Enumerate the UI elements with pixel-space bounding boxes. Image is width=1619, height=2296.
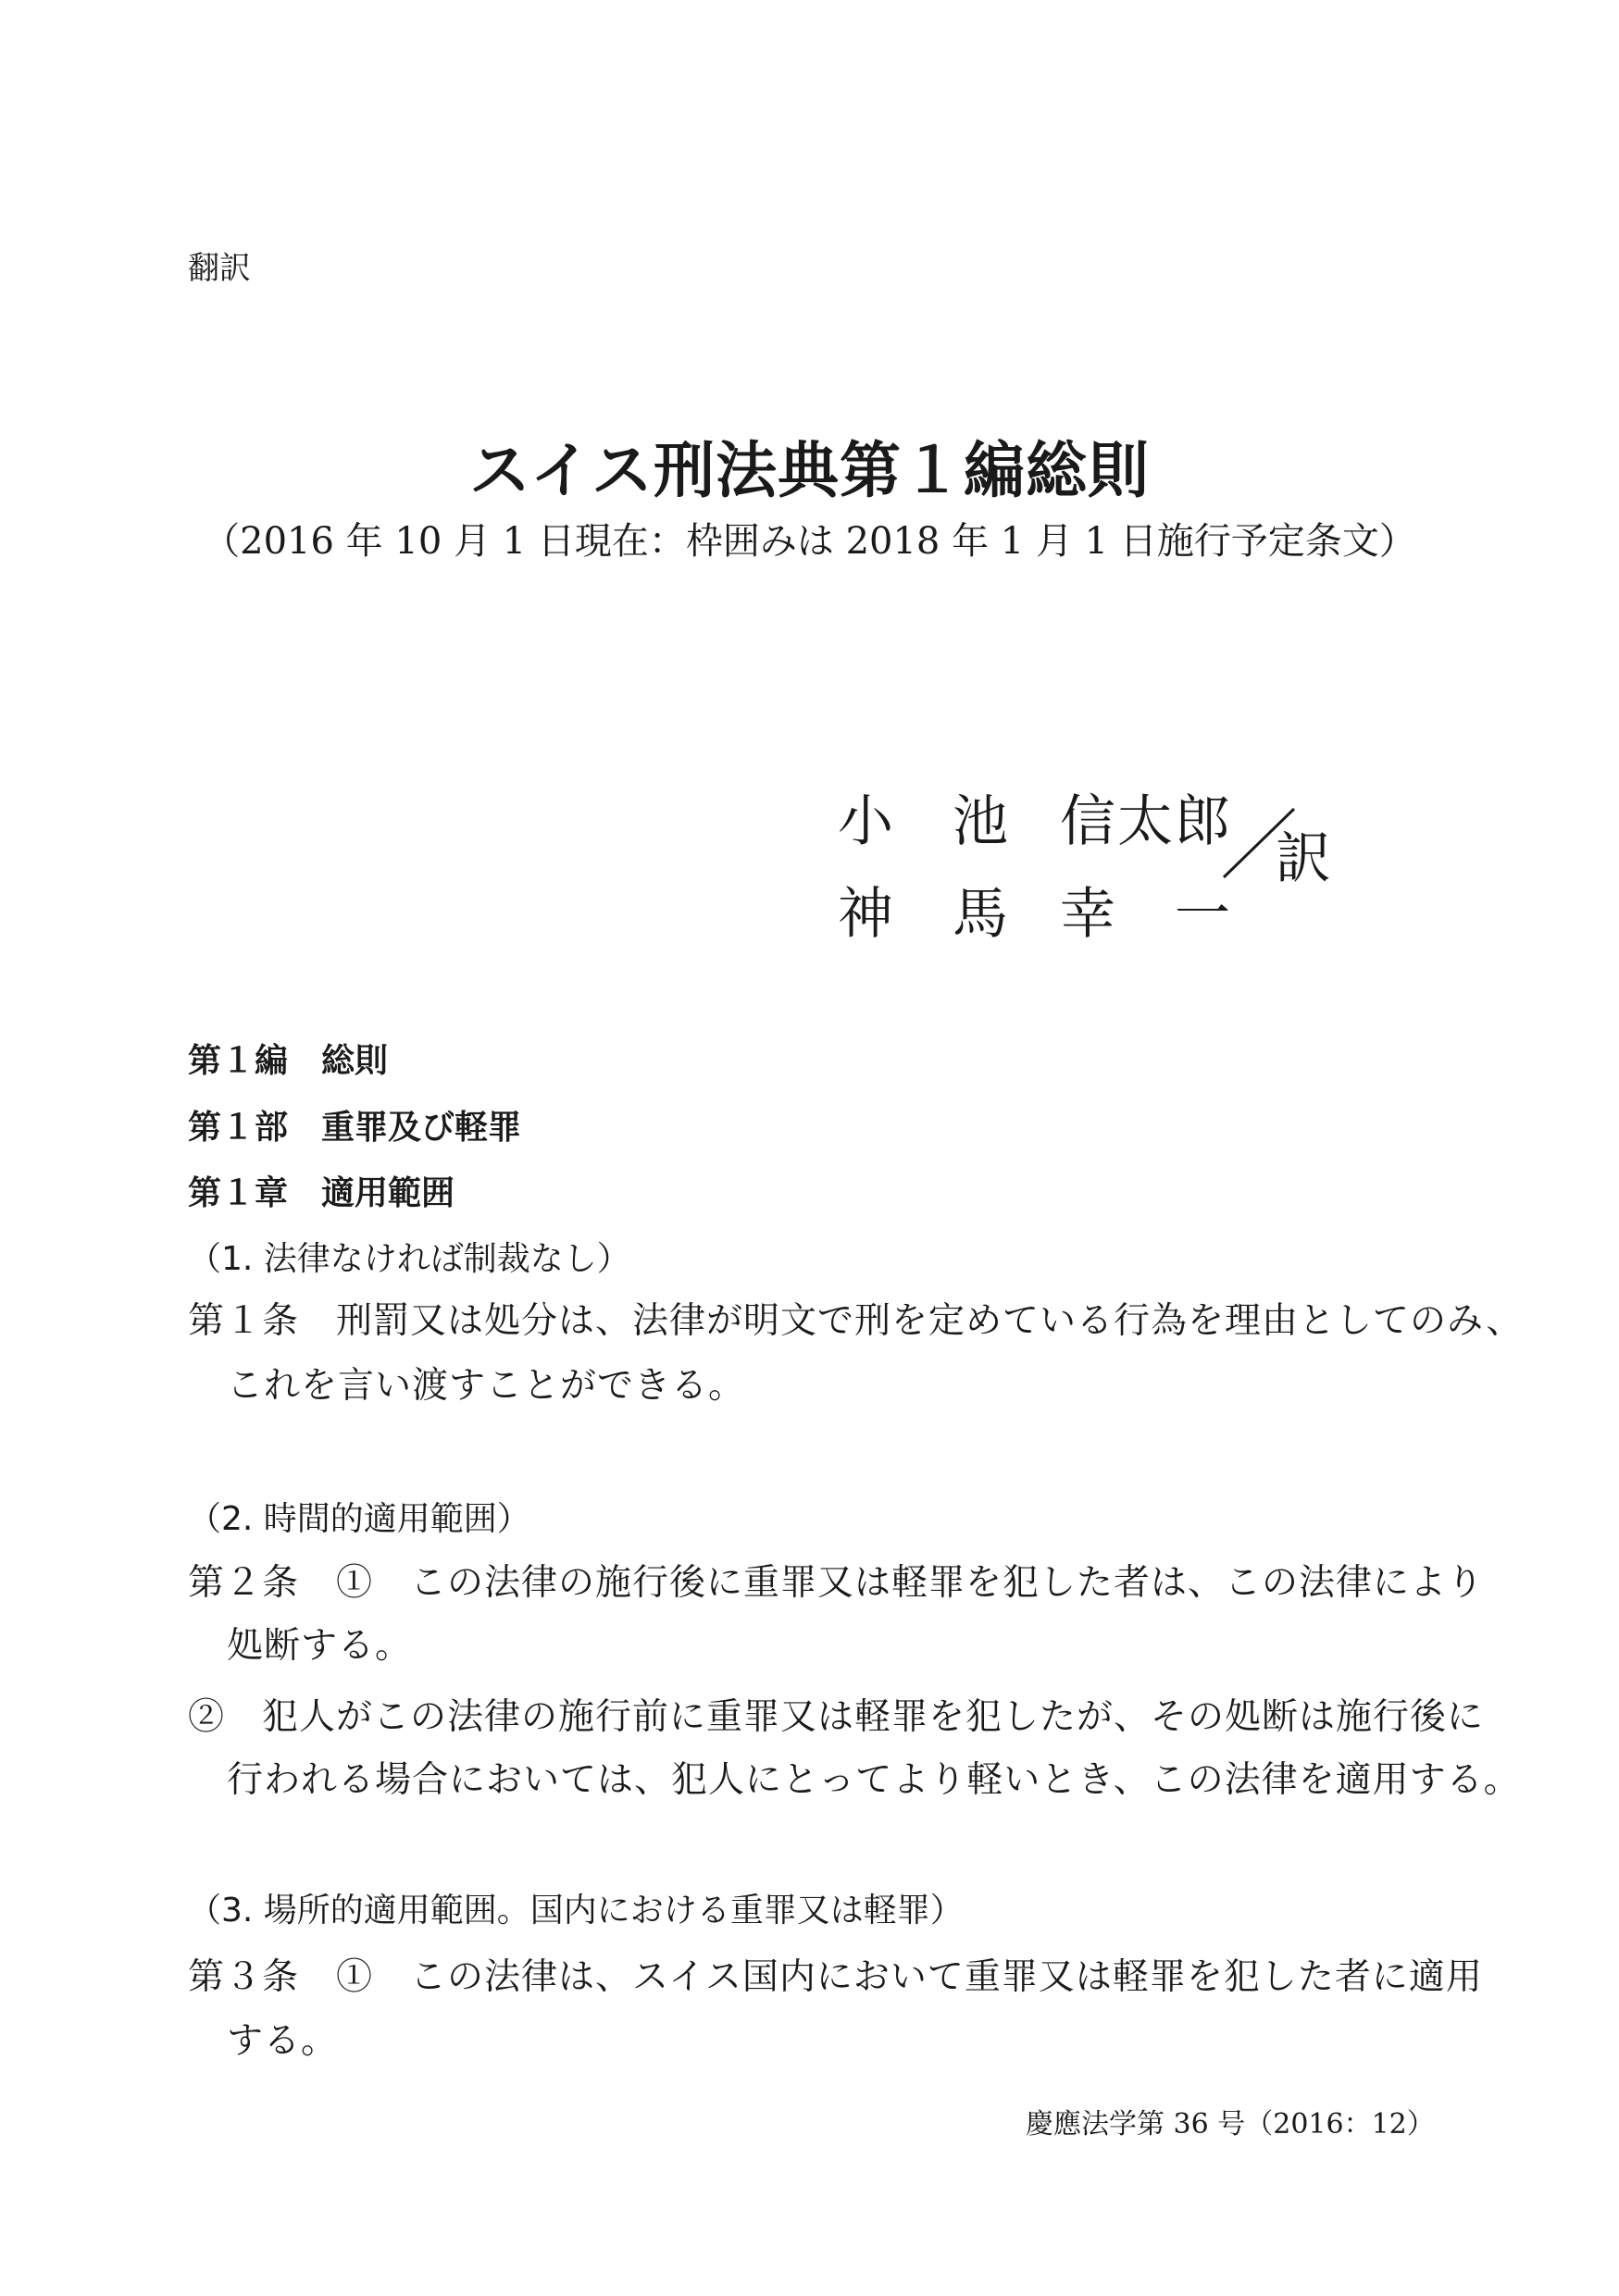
section-heading: 第１部 重罪及び軽罪 [188, 1109, 522, 1147]
article-1-heading: （1. 法律なければ制裁なし） [188, 1240, 630, 1278]
translator-1-given-name: 信太郎 [1060, 789, 1232, 854]
article-3-heading: （3. 場所的適用範囲。国内における重罪又は軽罪） [188, 1892, 964, 1930]
article-1-line-1: 第１条 刑罰又は処分は、法律が明文で刑を定めている行為を理由としてのみ、 [188, 1300, 1524, 1342]
section-label: 翻訳 [188, 250, 251, 287]
translator-1-surname: 小 池 [838, 789, 1010, 854]
article-2-line-2: 処断する。 [227, 1625, 413, 1667]
article-3-line-2: する。 [227, 2020, 339, 2062]
translator-2-given-name: 幸 一 [1060, 882, 1232, 947]
article-2-line-4: 行われる場合においては、犯人にとってより軽いとき、この法律を適用する。 [227, 1759, 1521, 1801]
document-subtitle: （2016 年 10 月 1 日現在：枠囲みは 2018 年 1 月 1 日施行予定条文） [203, 520, 1416, 563]
article-1-line-2: これを言い渡すことができる。 [227, 1365, 746, 1407]
article-2-heading: （2. 時間的適用範囲） [188, 1500, 530, 1538]
translator-2-surname: 神 馬 [838, 882, 1010, 947]
document-title: スイス刑法典第１編総則 [468, 434, 1151, 506]
translated-by-label: 訳 [1276, 826, 1331, 891]
article-2-line-1: 第２条 ① この法律の施行後に重罪又は軽罪を犯した者は、この法律により [188, 1562, 1485, 1604]
article-3-line-1: 第３条 ① この法律は、スイス国内において重罪又は軽罪を犯した者に適用 [188, 1956, 1483, 1998]
chapter-heading: 第１章 適用範囲 [188, 1174, 455, 1212]
part-heading: 第１編 総則 [188, 1042, 389, 1080]
journal-footer: 慶應法学第 36 号（2016：12） [1026, 2108, 1435, 2141]
article-2-line-3: ② 犯人がこの法律の施行前に重罪又は軽罪を犯したが、その処断は施行後に [188, 1696, 1485, 1738]
